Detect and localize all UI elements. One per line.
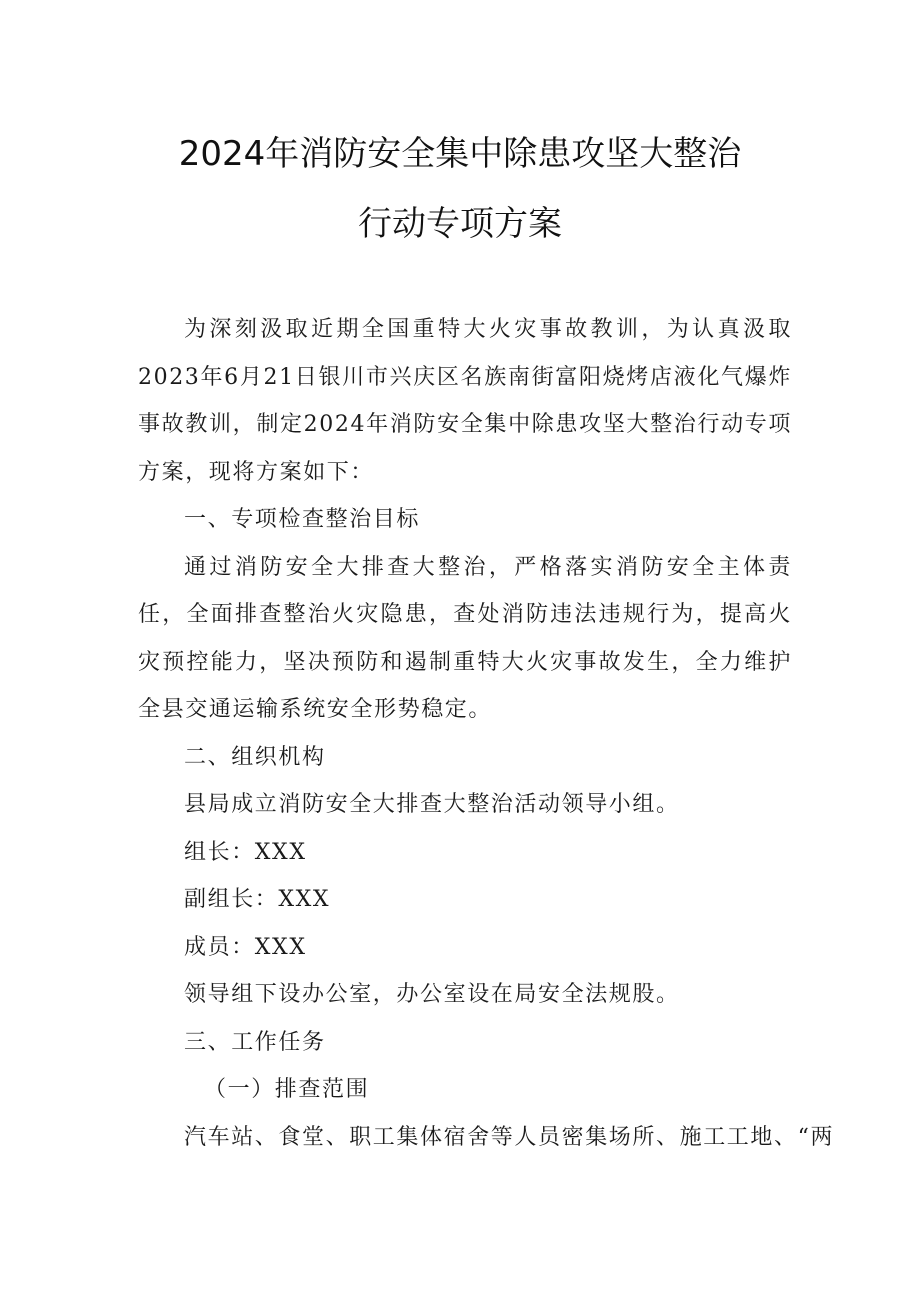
- deputy-leader-line: 副组长：XXX: [184, 887, 331, 912]
- document-title-line-2: 行动专项方案: [358, 204, 562, 244]
- section-3-heading: 三、工作任务: [184, 1029, 326, 1055]
- document-body: [138, 306, 835, 1161]
- section-2-paragraph: 县局成立消防安全大排查大整治活动领导小组。: [184, 792, 680, 817]
- section-3-sub-1-heading: （一）排查范围: [204, 1077, 370, 1102]
- section-2-heading: 二、组织机构: [184, 744, 326, 770]
- document-title-line-1: 2024年消防安全集中除患攻坚大整治: [178, 134, 742, 174]
- section-1-paragraph: 通过消防安全大排查大整治，严格落实消防安全主体责任，全面排查整治火灾隐患，查处消防违法违规行为，提高火灾预控能力，坚决预防和遏制重特大火灾事故发生，全力维护全县交通运输系统安全形势稳定。: [138, 554, 792, 722]
- intro-paragraph: 为深刻汲取近期全国重特大火灾事故教训，为认真汲取2023年6月21日银川市兴庆区名族南街富阳烧烤店液化气爆炸事故教训，制定2024年消防安全集中除患攻坚大整治行动专项方案，现将方案如下：: [138, 317, 792, 485]
- leader-line: 组长：XXX: [184, 839, 307, 865]
- members-line: 成员：XXX: [184, 934, 307, 960]
- office-line: 领导组下设办公室，办公室设在局安全法规股。: [184, 982, 680, 1007]
- section-3-sub-1-paragraph: 汽车站、食堂、职工集体宿舍等人员密集场所、施工工地、“两: [184, 1124, 835, 1150]
- section-1-heading: 一、专项检查整治目标: [184, 507, 421, 532]
